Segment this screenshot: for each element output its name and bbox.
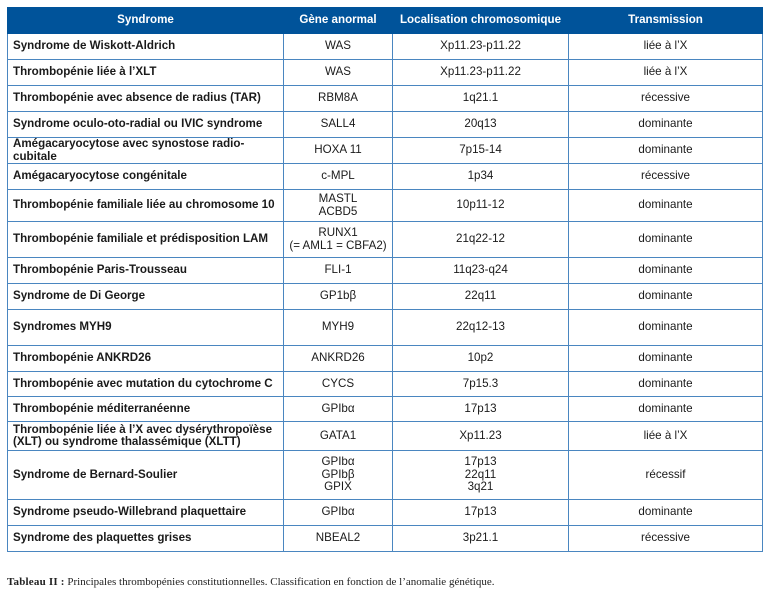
header-transmission: Transmission [569, 8, 763, 34]
localisation-cell: 22q11 [393, 284, 569, 310]
document [7, 7, 762, 552]
gene-line: ACBD5 [318, 204, 358, 218]
transmission-cell: dominante [569, 222, 763, 258]
gene-line: (= AML1 = CBFA2) [289, 238, 387, 252]
gene-cell: NBEAL2 [284, 526, 393, 552]
localisation-cell: 1p34 [393, 164, 569, 190]
gene-cell [284, 222, 393, 258]
transmission-cell: dominante [569, 258, 763, 284]
gene-cell: RBM8A [284, 86, 393, 112]
transmission-cell: dominante [569, 500, 763, 526]
syndrome-cell: Thrombopénie Paris-Trousseau [8, 258, 284, 284]
gene-cell [284, 451, 393, 500]
syndrome-cell: Syndrome de Bernard-Soulier [8, 451, 284, 500]
localisation-cell: 17p13 [393, 500, 569, 526]
transmission-cell: dominante [569, 138, 763, 164]
localisation-cell: Xp11.23-p11.22 [393, 60, 569, 86]
table-row [8, 258, 763, 284]
table-row [8, 60, 763, 86]
syndrome-cell: Thrombopénie liée à l’X avec dysérythropoïèse (XLT) ou syndrome thalassémique (XLTT) [8, 422, 284, 451]
gene-cell: MYH9 [284, 310, 393, 346]
table-row [8, 164, 763, 190]
syndrome-cell: Amégacaryocytose avec synostose radio-cubitale [8, 138, 284, 164]
syndrome-cell: Thrombopénie familiale liée au chromosome 10 [8, 190, 284, 222]
table-row [8, 397, 763, 422]
transmission-cell: dominante [569, 397, 763, 422]
transmission-cell: liée à l’X [569, 34, 763, 60]
transmission-cell: récessif [569, 451, 763, 500]
table-row [8, 112, 763, 138]
table-header-row [8, 8, 763, 34]
localisation-cell: 21q22-12 [393, 222, 569, 258]
syndrome-cell: Amégacaryocytose congénitale [8, 164, 284, 190]
table-row [8, 372, 763, 397]
localisation-cell [393, 451, 569, 500]
localisation-cell: 7p15-14 [393, 138, 569, 164]
localisation-cell: 22q12-13 [393, 310, 569, 346]
header-gene: Gène anormal [284, 8, 393, 34]
transmission-cell: récessive [569, 526, 763, 552]
transmission-cell: dominante [569, 372, 763, 397]
gene-line: MASTL [318, 192, 358, 205]
transmission-cell: dominante [569, 190, 763, 222]
transmission-cell: récessive [569, 164, 763, 190]
syndrome-cell: Thrombopénie familiale et prédisposition LAM [8, 222, 284, 258]
syndrome-cell: Thrombopénie méditerranéenne [8, 397, 284, 422]
header-localisation: Localisation chromosomique [393, 8, 569, 34]
localisation-cell: Xp11.23 [393, 422, 569, 451]
caption-text: Principales thrombopénies constitutionnelles. Classification en fonction de l’anomalie génétique. [67, 576, 495, 588]
transmission-cell: dominante [569, 346, 763, 372]
syndrome-cell: Thrombopénie liée à l’XLT [8, 60, 284, 86]
gene-cell: CYCS [284, 372, 393, 397]
syndrome-cell: Syndrome pseudo-Willebrand plaquettaire [8, 500, 284, 526]
table-row [8, 34, 763, 60]
localisation-cell: Xp11.23-p11.22 [393, 34, 569, 60]
gene-cell [284, 190, 393, 222]
gene-line: GPIX [324, 480, 352, 494]
localisation-cell: 20q13 [393, 112, 569, 138]
localisation-cell: 11q23-q24 [393, 258, 569, 284]
transmission-cell: dominante [569, 284, 763, 310]
table-row [8, 284, 763, 310]
gene-line: GPIbα [321, 455, 355, 469]
gene-cell: GPIbα [284, 397, 393, 422]
localisation-line: 22q11 [464, 467, 497, 481]
localisation-line: 3q21 [467, 480, 494, 494]
gene-cell: GATA1 [284, 422, 393, 451]
syndrome-cell: Syndrome oculo-oto-radial ou IVIC syndrome [8, 112, 284, 138]
thrombopenia-table [7, 7, 763, 552]
localisation-cell: 1q21.1 [393, 86, 569, 112]
localisation-cell: 17p13 [393, 397, 569, 422]
transmission-cell: liée à l’X [569, 422, 763, 451]
transmission-cell: liée à l’X [569, 60, 763, 86]
gene-cell: WAS [284, 34, 393, 60]
table-row [8, 526, 763, 552]
localisation-cell: 10p2 [393, 346, 569, 372]
table-row [8, 222, 763, 258]
table-row [8, 451, 763, 500]
gene-cell: GPIbα [284, 500, 393, 526]
localisation-cell: 3p21.1 [393, 526, 569, 552]
gene-cell: SALL4 [284, 112, 393, 138]
table-row [8, 346, 763, 372]
syndrome-cell: Thrombopénie avec absence de radius (TAR) [8, 86, 284, 112]
transmission-cell: dominante [569, 112, 763, 138]
localisation-cell: 7p15.3 [393, 372, 569, 397]
gene-line: RUNX1 [318, 226, 358, 239]
caption-label: Tableau II : [7, 576, 65, 588]
table-row [8, 138, 763, 164]
header-syndrome: Syndrome [8, 8, 284, 34]
table-row [8, 310, 763, 346]
table-row [8, 190, 763, 222]
table-caption [7, 576, 762, 588]
syndrome-cell: Syndrome des plaquettes grises [8, 526, 284, 552]
gene-cell: WAS [284, 60, 393, 86]
syndrome-cell: Syndromes MYH9 [8, 310, 284, 346]
gene-cell: c-MPL [284, 164, 393, 190]
table-row [8, 86, 763, 112]
gene-cell: HOXA 11 [284, 138, 393, 164]
gene-cell: ANKRD26 [284, 346, 393, 372]
gene-cell: GP1bβ [284, 284, 393, 310]
syndrome-cell: Thrombopénie ANKRD26 [8, 346, 284, 372]
syndrome-cell: Syndrome de Wiskott-Aldrich [8, 34, 284, 60]
gene-cell: FLI-1 [284, 258, 393, 284]
transmission-cell: dominante [569, 310, 763, 346]
syndrome-cell: Thrombopénie avec mutation du cytochrome C [8, 372, 284, 397]
gene-line: GPIbβ [321, 467, 355, 481]
localisation-line: 17p13 [464, 455, 497, 469]
localisation-cell: 10p11-12 [393, 190, 569, 222]
table-row [8, 500, 763, 526]
table-row [8, 422, 763, 451]
syndrome-cell: Syndrome de Di George [8, 284, 284, 310]
transmission-cell: récessive [569, 86, 763, 112]
